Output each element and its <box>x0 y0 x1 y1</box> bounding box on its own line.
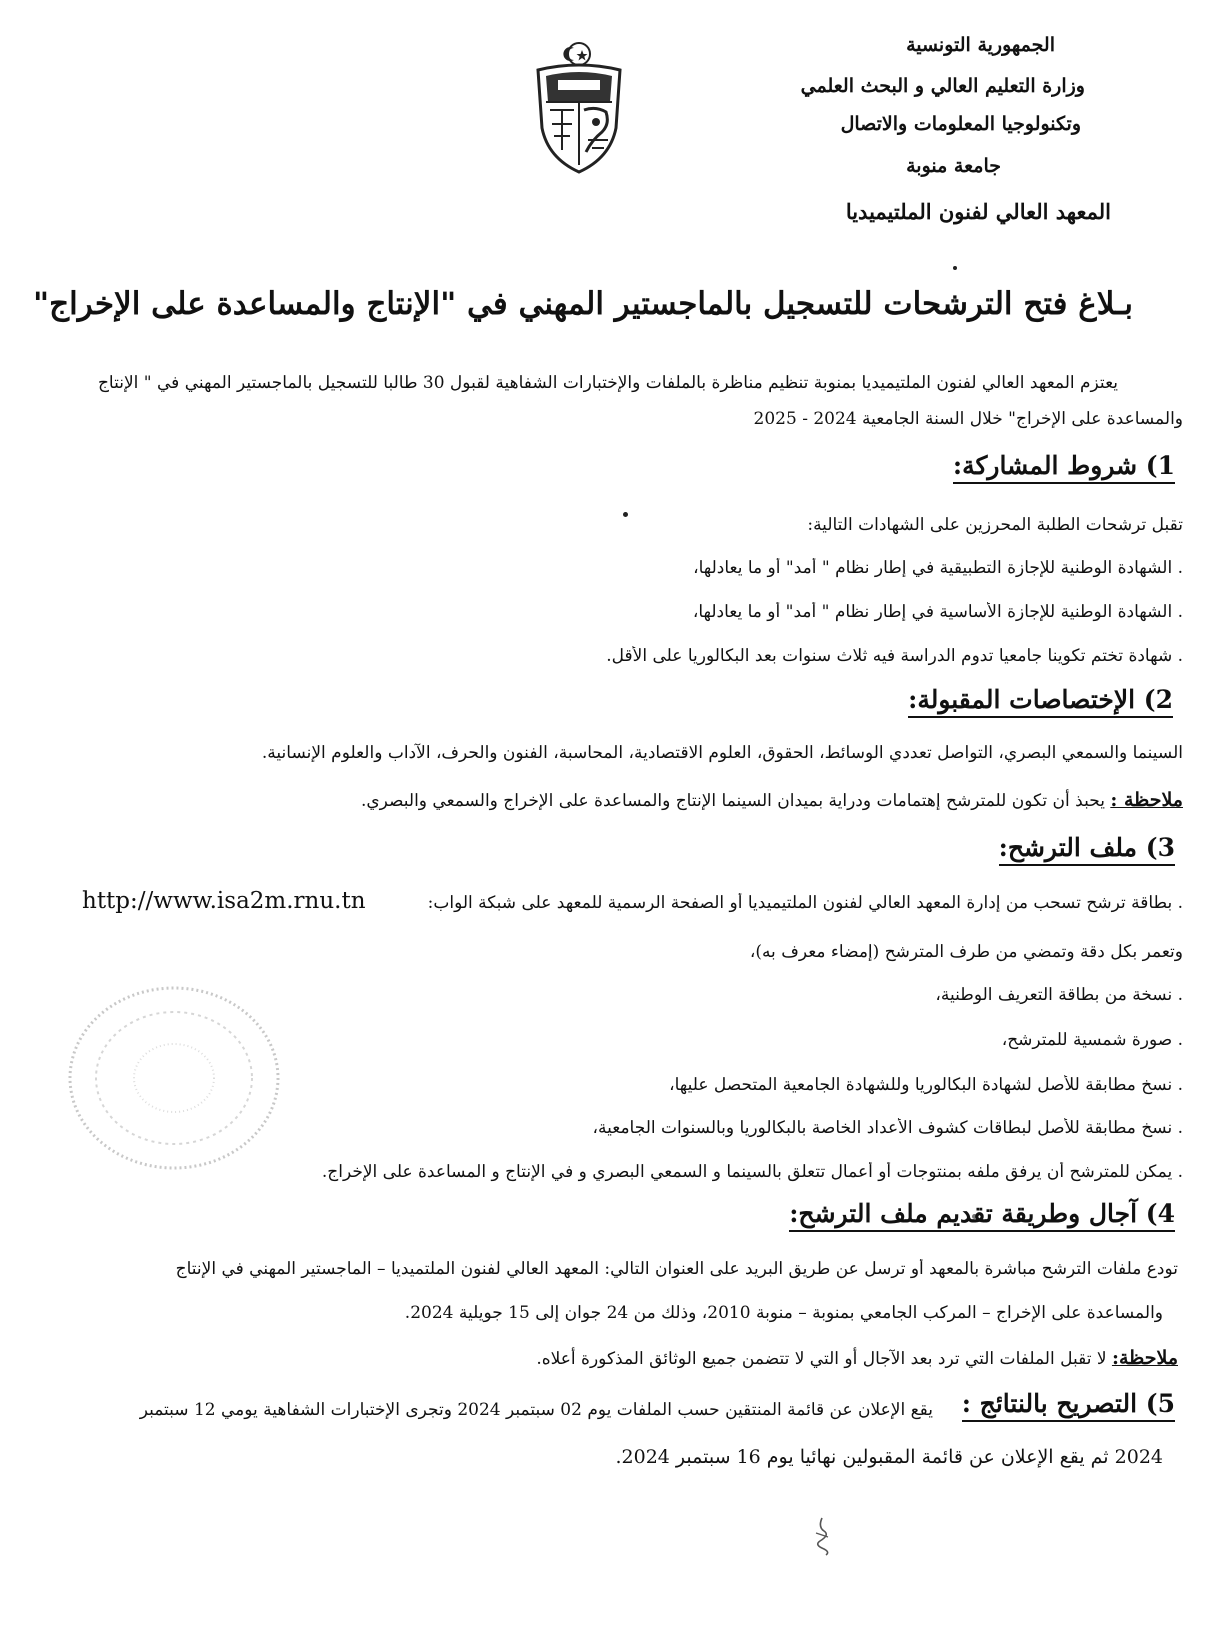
section-3-item: . صورة شمسية للمترشح، <box>1001 1030 1183 1050</box>
tunisia-coat-of-arms-icon <box>524 40 634 175</box>
note-label: ملاحظة: <box>1111 1347 1178 1369</box>
section-4-note <box>40 1347 1178 1369</box>
faded-stamp-icon <box>62 978 287 1178</box>
section-3-item: . نسخة من بطاقة التعريف الوطنية، <box>935 985 1183 1005</box>
intro-line-1: يعتزم المعهد العالي لفنون الملتيميديا بمنوبة تنظيم مناظرة بالملفات والإختبارات الشفاهية لقبول 30 طالبا للتسجيل بالماجستير المهني في " الإنتاج <box>97 373 1118 393</box>
section-3-item: . نسخ مطابقة للأصل لبطاقات كشوف الأعداد الخاصة بالبكالوريا وبالسنوات الجامعية، <box>592 1118 1183 1138</box>
section-3-item: . يمكن للمترشح أن يرفق ملفه بمنتوجات أو أعمال تتعلق بالسينما و السمعي البصري و في الإنتاج و المساعدة على الإخراج. <box>321 1162 1183 1182</box>
header-institute: المعهد العالي لفنون الملتيميديا <box>845 199 1111 224</box>
note-text: لا تقبل الملفات التي ترد بعد الآجال أو التي لا تتضمن جميع الوثائق المذكورة أعلاه. <box>536 1349 1107 1369</box>
section-1-intro: تقبل ترشحات الطلبة المحرزين على الشهادات التالية: <box>807 515 1183 535</box>
header-university: جامعة منوبة <box>906 155 1001 177</box>
section-4-line-2: والمساعدة على الإخراج – المركب الجامعي بمنوبة – منوبة 2010، وذلك من 24 جوان إلى 15 جويلية 2024. <box>404 1303 1163 1323</box>
section-1-heading: 1) شروط المشاركة: <box>953 451 1175 484</box>
note-text: يحبذ أن تكون للمترشح إهتمامات ودراية بميدان السينما الإنتاج والمساعدة على الإخراج والسمعي والبصري. <box>360 791 1105 811</box>
section-3-heading: 3) ملف الترشح: <box>999 833 1175 866</box>
announcement-title: بـلاغ فتح الترشحات للتسجيل بالماجستير المهني في "الإنتاج والمساعدة على الإخراج" <box>32 286 1133 322</box>
section-4-line-1: تودع ملفات الترشح مباشرة بالمعهد أو ترسل عن طريق البريد على العنوان التالي: المعهد العالي لفنون الملتميديا – الماجستير المهني في الإنتاج <box>175 1259 1178 1279</box>
note-label: ملاحظة : <box>1110 789 1183 811</box>
header-ministry-line1: وزارة التعليم العالي و البحث العلمي <box>800 75 1085 97</box>
handwritten-mark-icon <box>808 1515 838 1557</box>
section-5-heading: 5) التصريح بالنتائج : <box>962 1389 1175 1422</box>
section-1-item: . الشهادة الوطنية للإجازة الأساسية في إطار نظام " أمد" أو ما يعادلها، <box>692 602 1183 622</box>
section-3-item: . نسخ مطابقة للأصل لشهادة البكالوريا وللشهادة الجامعية المتحصل عليها، <box>669 1075 1183 1095</box>
header-ministry-line2: وتكنولوجيا المعلومات والاتصال <box>840 113 1081 135</box>
section-2-specialties: السينما والسمعي البصري، التواصل تعددي الوسائط، الحقوق، العلوم الاقتصادية، المحاسبة، الفنون والحرف، الآداب والعلوم الإنسانية. <box>261 743 1183 763</box>
section-1-item: . الشهادة الوطنية للإجازة التطبيقية في إطار نظام " أمد" أو ما يعادلها، <box>693 558 1183 578</box>
section-2-note <box>40 789 1183 811</box>
header-republic: الجمهورية التونسية <box>906 34 1055 56</box>
section-3-item-1-continued: وتعمر بكل دقة وتمضي من طرف المترشح (إمضاء معرف به)، <box>749 942 1183 962</box>
section-5-line-1: يقع الإعلان عن قائمة المنتقين حسب الملفات يوم 02 سبتمبر 2024 وتجرى الإختبارات الشفاهية يومي 12 سبتمبر <box>139 1400 933 1420</box>
section-4-heading: 4) آجال وطريقة تقديم ملف الترشح: <box>789 1199 1175 1232</box>
section-5-line-2: 2024 ثم يقع الإعلان عن قائمة المقبولين نهائيا يوم 16 سبتمبر 2024. <box>615 1446 1163 1468</box>
section-2-heading: 2) الإختصاصات المقبولة: <box>908 685 1173 718</box>
scan-speck <box>623 512 628 517</box>
scan-speck <box>953 266 957 270</box>
website-url[interactable]: http://www.isa2m.rnu.tn <box>82 888 366 914</box>
section-3-item-1: . بطاقة ترشح تسحب من إدارة المعهد العالي لفنون الملتيميديا أو الصفحة الرسمية للمعهد على شبكة الواب: <box>427 893 1183 913</box>
intro-line-2: والمساعدة على الإخراج" خلال السنة الجامعية 2024 - 2025 <box>753 409 1183 429</box>
section-1-item: . شهادة تختم تكوينا جامعيا تدوم الدراسة فيه ثلاث سنوات بعد البكالوريا على الأقل. <box>606 646 1183 666</box>
